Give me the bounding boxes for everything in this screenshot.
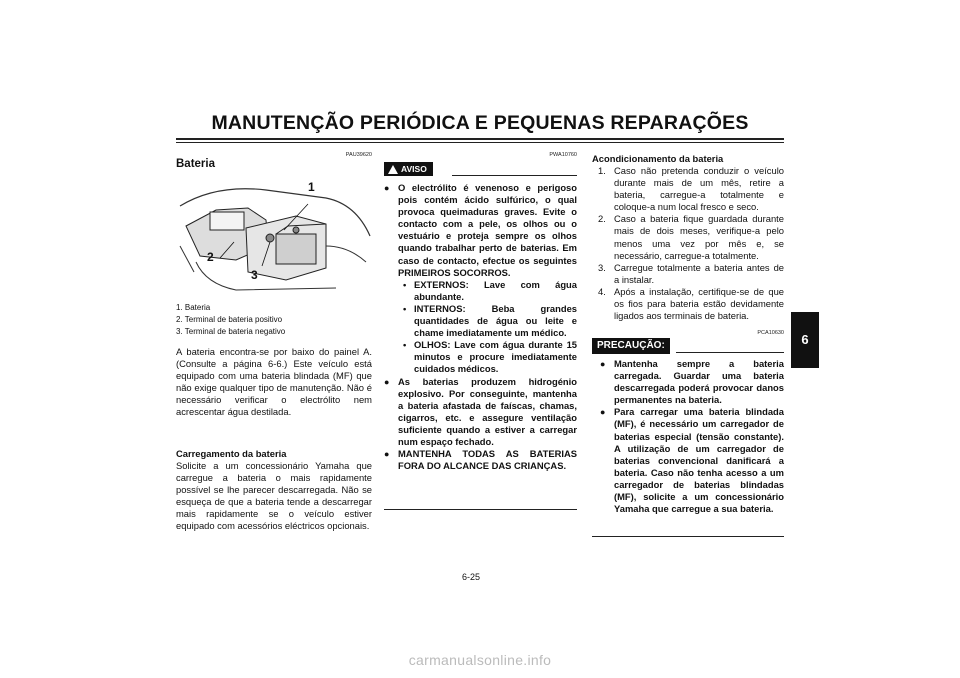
caution-label: PRECAUÇÃO: <box>597 340 665 351</box>
warning-code: PWA10760 <box>549 152 577 158</box>
storage-steps <box>598 165 784 322</box>
chapter-tab[interactable]: 6 <box>791 312 819 368</box>
caution-code: PCA10630 <box>757 330 784 336</box>
caption-2: 2. Terminal de bateria positivo <box>176 315 283 324</box>
caution-badge-rule <box>676 352 784 353</box>
title-rule-thin <box>176 142 784 143</box>
warning-triangle-icon <box>388 165 398 174</box>
storage-step <box>598 262 784 286</box>
storage-step <box>598 213 784 261</box>
step-text: Carregue totalmente a bateria antes de a instalar. <box>614 261 784 285</box>
storage-heading: Acondicionamento da bateria <box>592 153 724 164</box>
step-text: Caso a bateria fique guardada durante mais de dois meses, verifique-a pelo menos uma vez por mês e, se necessário, carregue-a totalmente. <box>614 213 784 261</box>
step-number: 4. <box>598 285 606 297</box>
warning-item: ● MANTENHA TODAS AS BATERIAS FORA DO ALCANCE DAS CRIANÇAS. <box>384 448 577 472</box>
first-aid-item: • OLHOS: Lave com água durante 15 minutos e procure imediatamente cuidados médicos. <box>398 339 577 375</box>
step-text: Caso não pretenda conduzir o veículo durante mais de um mês, retire a bateria, carregue-a totalmente e coloque-a num local fresco e seco. <box>614 165 784 213</box>
callout-1: 1 <box>308 180 315 194</box>
callout-3: 3 <box>251 268 258 282</box>
caution-item: ● Mantenha sempre a bateria carregada. Guardar uma bateria descarregada poderá provocar danos permanentes na bateria. <box>600 358 784 406</box>
caption-1: 1. Bateria <box>176 303 211 312</box>
warning-item: ● As baterias produzem hidrogénio explosivo. Por conseguinte, mantenha a bateria afastada de faíscas, chamas, cigarros, etc. e assegure ventilação suficiente quando a estiver a carregar num espaço fechado. <box>384 376 577 449</box>
page-title: MANUTENÇÃO PERIÓDICA E PEQUENAS REPARAÇÕES <box>211 112 749 134</box>
watermark[interactable]: carmanualsonline.info <box>408 652 552 668</box>
caption-3: 3. Terminal de bateria negativo <box>176 327 286 336</box>
step-number: 2. <box>598 213 606 225</box>
caution-badge <box>592 338 670 354</box>
step-text: Após a instalação, certifique-se de que os fios para bateria estão devidamente ligados aos terminais de bateria. <box>614 285 784 322</box>
warning-badge-rule <box>452 175 577 176</box>
storage-step <box>598 165 784 213</box>
callout-2: 2 <box>207 250 214 264</box>
warning-end-rule <box>384 509 577 510</box>
caution-item: ● Para carregar uma bateria blindada (MF), é necessário um carregador de baterias especial (tensão constante). A utilização de um carregador de baterias convencional danificará a bateria. Caso não tenha acesso a um carregador de baterias blindadas (MF), solicite a um concessionário Yamaha que carregue a sua bateria. <box>600 406 784 515</box>
title-rule <box>176 138 784 140</box>
page-number: 6-25 <box>462 572 481 582</box>
charging-paragraph: Solicite a um concessionário Yamaha que carregue a bateria o mais rapidamente possível se lhe parecer descarregada. Não se esqueça de que a bateria tende a descarregar mais rapidamente se o veículo estiver equipado com acessórios eléctricos opcionais. <box>176 460 372 532</box>
step-number: 1. <box>598 165 606 176</box>
figure-captions <box>176 302 372 338</box>
storage-step <box>598 286 784 322</box>
warning-item-text: O electrólito é venenoso e perigoso pois contém ácido sulfúrico, o qual provoca queimaduras graves. Evite o contacto com a pele, os olhos ou o vestuário e proteja sempre os olhos quando trabalhar perto de baterias. Em caso de contacto, efectue os seguintes PRIMEIROS SOCORROS. <box>398 182 577 278</box>
caution-end-rule <box>592 536 784 537</box>
first-aid-item: • EXTERNOS: Lave com água abundante. <box>398 279 577 303</box>
intro-paragraph: A bateria encontra-se por baixo do painel A. (Consulte a página 6-6.) Este veículo está equipado com uma bateria blindada (MF) que não exige qualquer tipo de manutenção. Não é necessário verificar o electrólito nem acrescentar água destilada. <box>176 346 372 418</box>
caution-list <box>600 358 784 515</box>
first-aid-item: • INTERNOS: Beba grandes quantidades de água ou leite e chame imediatamente um médico. <box>398 303 577 339</box>
warning-badge <box>384 162 433 176</box>
charging-heading: Carregamento da bateria <box>176 448 287 459</box>
section-heading: Bateria <box>176 158 215 170</box>
warning-list <box>384 182 577 472</box>
battery-illustration <box>176 176 372 298</box>
step-number: 3. <box>598 261 606 273</box>
warning-label: AVISO <box>401 164 427 174</box>
warning-item <box>384 182 577 376</box>
section-code: PAU39620 <box>345 152 372 158</box>
